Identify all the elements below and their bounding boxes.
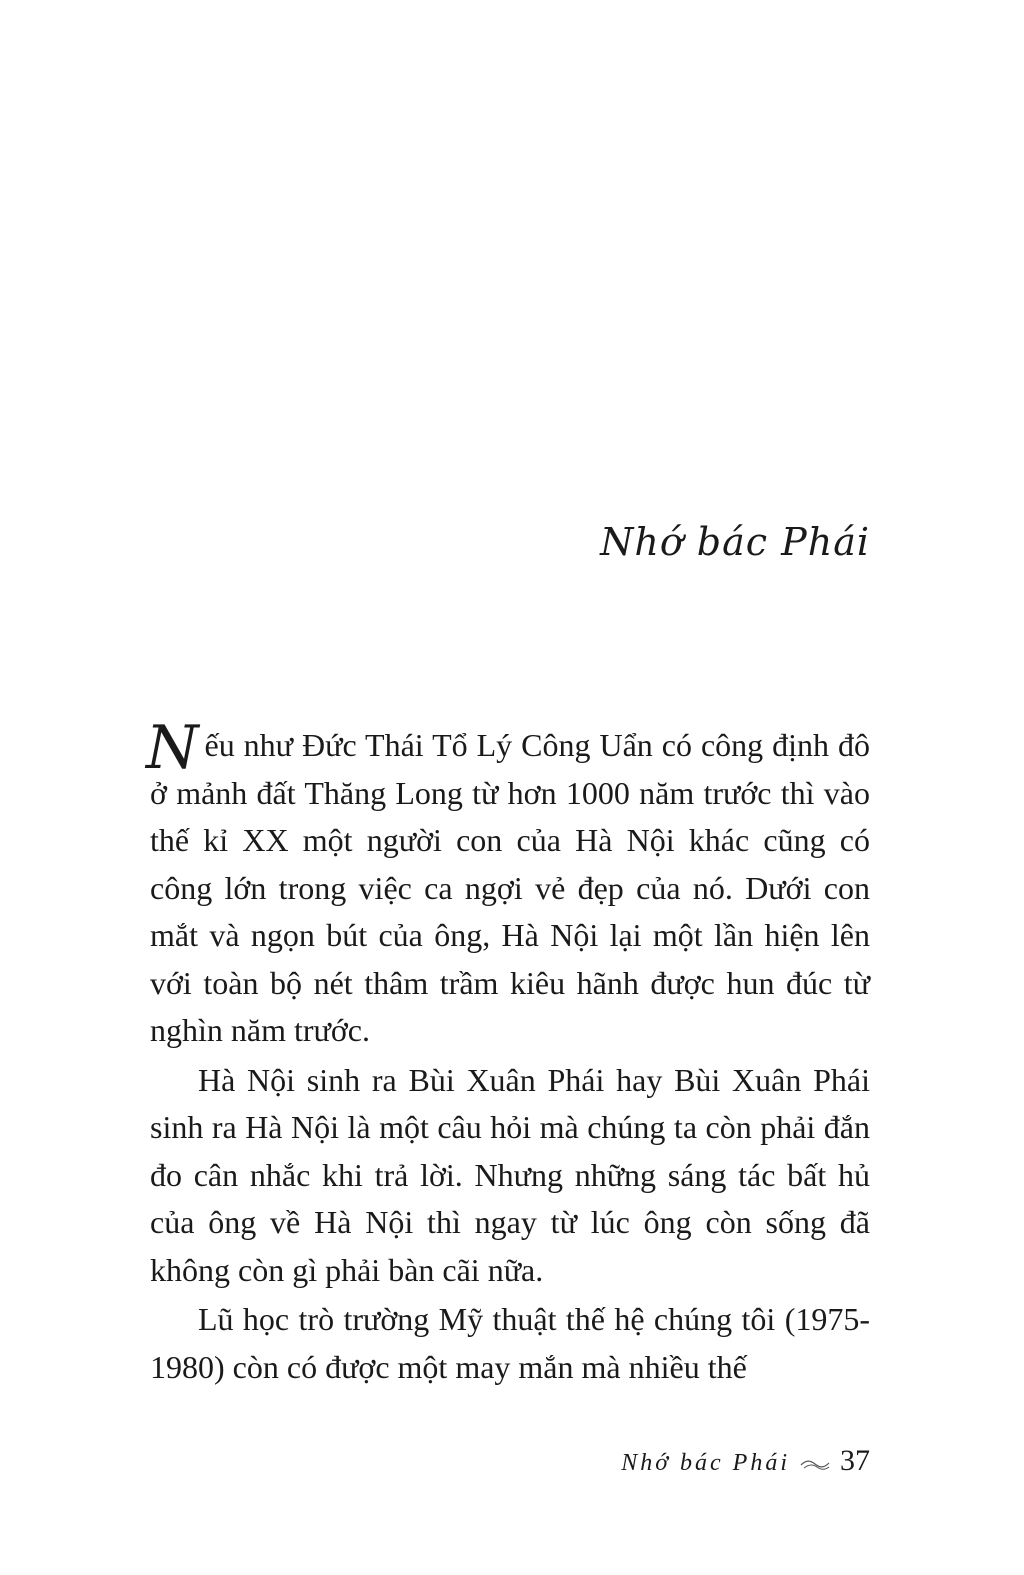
chapter-title: Nhớ bác Phái [600,520,870,564]
wave-ornament-icon [800,1457,830,1469]
paragraph-3: Lũ học trò trường Mỹ thuật thế hệ chúng tôi (1975-1980) còn có được một may mắn mà nhiều thế [150,1301,870,1385]
paragraph-2: Hà Nội sinh ra Bùi Xuân Phái hay Bùi Xuân Phái sinh ra Hà Nội là một câu hỏi mà chúng ta còn phải đắn đo cân nhắc khi trả lời. Nhưng những sáng tác bất hủ của ông về Hà Nội thì ngay từ lúc ông còn sống đã không còn gì phải bàn cãi nữa. [150,1061,870,1288]
running-head: Nhớ bác Phái [621,1450,790,1476]
body-text [146,713,870,1391]
drop-cap: N [146,713,199,783]
paragraph-1 [146,713,870,1055]
page-number: 37 [840,1444,870,1477]
page-footer [621,1444,870,1478]
paragraph-1-text: ếu như Đức Thái Tổ Lý Công Uẩn có công định đô ở mảnh đất Thăng Long từ hơn 1000 năm trước thì vào thế kỉ XX một người con của Hà Nội khác cũng có công lớn trong việc ca ngợi vẻ đẹp của nó. Dưới con mắt và ngọn bút của ông, Hà Nội lại một lần hiện lên với toàn bộ nét thâm trầm kiêu hãnh được hun đúc từ nghìn năm trước. [150,727,870,1048]
